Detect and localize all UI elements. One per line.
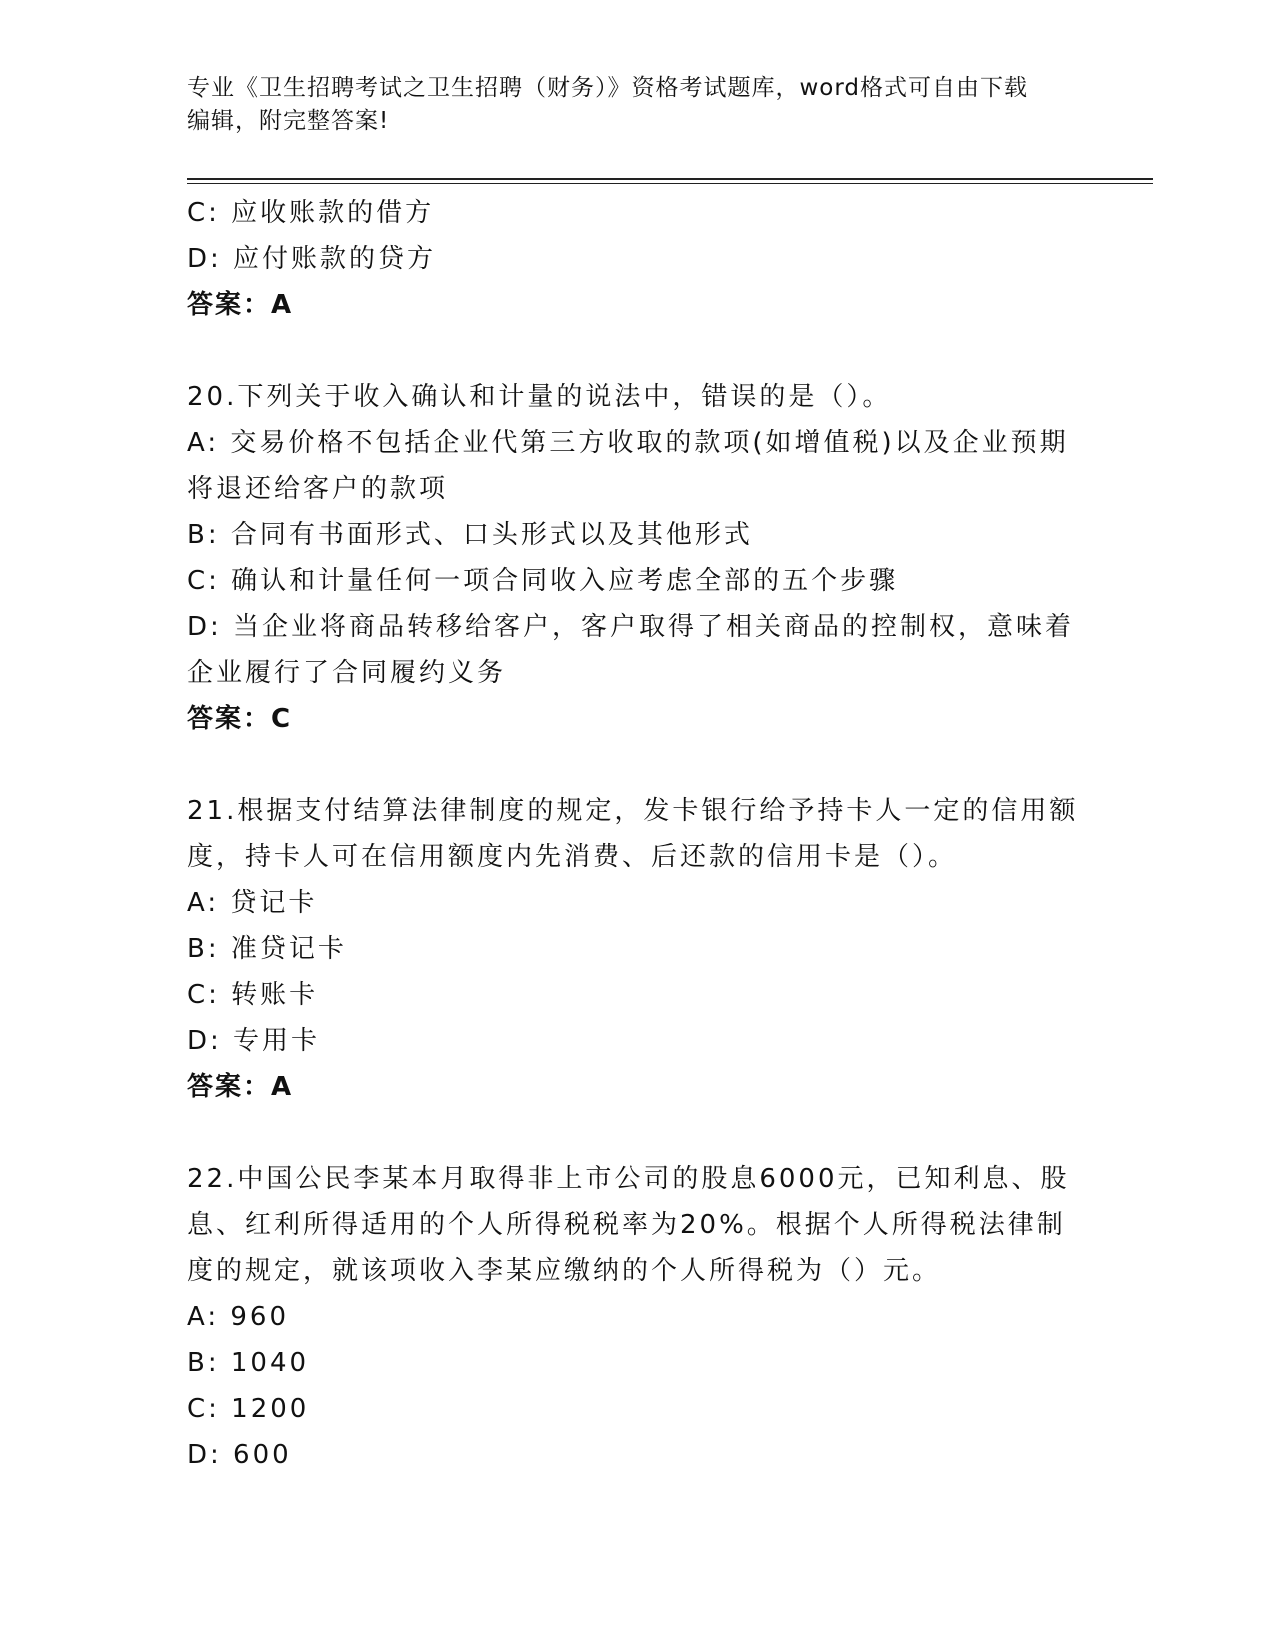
spacer <box>187 742 1087 788</box>
question-21 <box>187 788 1087 1110</box>
page-header <box>187 72 1087 138</box>
option-a: A: 960 <box>187 1302 289 1332</box>
question-stem-continued: 息、红利所得适用的个人所得税税率为20%。根据个人所得税法律制 <box>187 1210 1066 1240</box>
option-c: C: 应收账款的借方 <box>187 198 435 228</box>
question-stem-continued: 度的规定，就该项收入李某应缴纳的个人所得税为（）元。 <box>187 1256 942 1286</box>
option-d: D: 600 <box>187 1440 292 1470</box>
option-d: D: 应付账款的贷方 <box>187 244 437 274</box>
header-line-2: 编辑，附完整答案! <box>187 108 390 134</box>
header-line-1: 专业《卫生招聘考试之卫生招聘（财务）》资格考试题库，word格式可自由下载 <box>187 75 1029 101</box>
answer-label: 答案：C <box>187 704 293 734</box>
question-content <box>187 190 1087 1478</box>
question-20 <box>187 374 1087 742</box>
option-d: D: 专用卡 <box>187 1026 321 1056</box>
option-a: A: 交易价格不包括企业代第三方收取的款项(如增值税)以及企业预期 <box>187 428 1069 458</box>
answer-label: 答案：A <box>187 290 294 320</box>
header-rule-thin <box>187 183 1153 184</box>
spacer <box>187 1110 1087 1156</box>
option-d-continued: 企业履行了合同履约义务 <box>187 658 507 688</box>
question-19-tail <box>187 190 1087 328</box>
question-stem: 22.中国公民李某本月取得非上市公司的股息6000元，已知利息、股 <box>187 1164 1070 1194</box>
spacer <box>187 328 1087 374</box>
question-stem-continued: 度，持卡人可在信用额度内先消费、后还款的信用卡是（）。 <box>187 842 958 872</box>
option-d: D: 当企业将商品转移给客户，客户取得了相关商品的控制权，意味着 <box>187 612 1075 642</box>
option-a-continued: 将退还给客户的款项 <box>187 474 449 504</box>
header-rule-thick <box>187 178 1153 180</box>
question-stem: 21.根据支付结算法律制度的规定，发卡银行给予持卡人一定的信用额 <box>187 796 1079 826</box>
option-b: B: 合同有书面形式、口头形式以及其他形式 <box>187 520 753 550</box>
answer-label: 答案：A <box>187 1072 294 1102</box>
question-22 <box>187 1156 1087 1478</box>
option-c: C: 确认和计量任何一项合同收入应考虑全部的五个步骤 <box>187 566 899 596</box>
option-c: C: 转账卡 <box>187 980 319 1010</box>
option-c: C: 1200 <box>187 1394 310 1424</box>
option-a: A: 贷记卡 <box>187 888 318 918</box>
option-b: B: 准贷记卡 <box>187 934 347 964</box>
question-stem: 20.下列关于收入确认和计量的说法中，错误的是（）。 <box>187 382 892 412</box>
option-b: B: 1040 <box>187 1348 310 1378</box>
